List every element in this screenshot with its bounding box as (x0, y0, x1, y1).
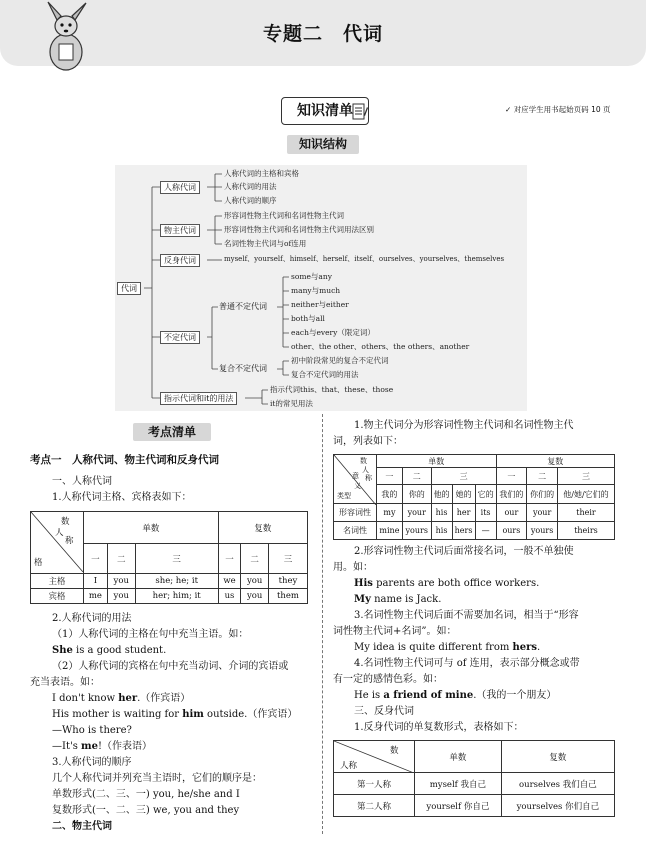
cell: his (431, 504, 452, 522)
row-label: 宾格 (31, 589, 84, 604)
cell: yours (527, 522, 558, 540)
example (354, 640, 540, 655)
row-label: 名词性 (334, 522, 377, 540)
branch-indefinite: 不定代词 (160, 331, 200, 344)
corner-label: 类型 (337, 492, 351, 500)
ex-text: parents are both office workers. (372, 578, 540, 589)
leaf: 形容词性物主代词和名词性物主代词用法区别 (224, 225, 374, 234)
th-person: 二 (402, 468, 431, 485)
row-label: 主格 (31, 574, 84, 589)
leaf: neither与either (291, 300, 349, 309)
th-singular: 单数 (415, 741, 502, 773)
table-row (334, 795, 615, 817)
th-person: 二 (107, 544, 135, 574)
corner-label: 数 (360, 457, 367, 465)
table-row (31, 589, 308, 604)
th-person: 二 (527, 468, 558, 485)
leaf: many与much (291, 286, 341, 295)
leaf: 形容词性物主代词和名词性物主代词 (224, 211, 344, 220)
leaf: 人称代词的主格和宾格 (224, 169, 299, 178)
example (354, 688, 556, 703)
page-reference-text: 对应学生用书起始页码 10 页 (513, 105, 611, 114)
corner-label: 意 (352, 472, 359, 480)
table-corner (334, 455, 377, 504)
th-person: 一 (84, 544, 108, 574)
ex-bold: hers (512, 642, 538, 653)
line: 几个人称代词并列充当主语时，它们的顺序是： (52, 773, 262, 784)
cell: yours (402, 522, 431, 540)
ex-text: —It's (52, 741, 82, 752)
leaf: other、the other、others、the others、another (291, 342, 470, 351)
kp1-heading: 考点一 人称代词、物主代词和反身代词 (30, 454, 219, 466)
ex-text: I don't know (52, 693, 119, 704)
line: 2.形容词性物主代词后面常接名词，一般不单独使 (354, 546, 574, 557)
cell: hers (452, 522, 475, 540)
line: 复数形式(一、二、三) we, you and they (52, 805, 240, 816)
cell: you (107, 574, 135, 589)
cell: mine (377, 522, 403, 540)
ex-bold: My (354, 594, 371, 605)
line: （2）人称代词的宾格在句中充当动词、介词的宾语或 (52, 661, 289, 672)
branch-demonstrative: 指示代词和it的用法 (160, 392, 237, 405)
cell: them (269, 589, 308, 604)
example (52, 707, 297, 722)
table-row (31, 574, 308, 589)
cell: its (475, 504, 496, 522)
example: —Who is there? (52, 725, 132, 736)
cell: I (84, 574, 108, 589)
s3-heading: 三、反身代词 (354, 706, 414, 717)
leaf: 复合不定代词的用法 (291, 370, 359, 379)
corner-label: 人 (362, 466, 369, 474)
ex-bold: She (52, 645, 73, 656)
th-person: 三 (135, 544, 218, 574)
branch-possessive: 物主代词 (160, 224, 200, 237)
leaf: 初中阶段常见的复合不定代词 (291, 356, 389, 365)
th-singular: 单数 (377, 455, 497, 468)
th-singular: 单数 (84, 512, 219, 544)
ex-bold: a friend of mine (383, 690, 474, 701)
ex-bold: her (118, 693, 138, 704)
example (354, 592, 441, 607)
ex-bold: me (81, 741, 98, 752)
sub-ordinary-indefinite: 普通不定代词 (219, 302, 267, 311)
cell: yourselves 你们自己 (501, 795, 614, 817)
cell: 他的 (431, 485, 452, 504)
th-person: 一 (377, 468, 403, 485)
leaf: myself、yourself、himself、herself、itself、ourselves、yourselves、themselves (224, 255, 505, 263)
cell: her (452, 504, 475, 522)
cell: she; he; it (135, 574, 218, 589)
structure-tab: 知识结构 (287, 135, 359, 154)
table-row (334, 522, 615, 540)
s1-1: 1.人称代词主格、宾格表如下： (52, 492, 192, 503)
cell: his (431, 522, 452, 540)
cell: us (218, 589, 241, 604)
ex-text: He is (354, 690, 384, 701)
line: 单数形式(二、三、一) you, he/she and I (52, 789, 240, 800)
leaf: 人称代词的用法 (224, 182, 277, 191)
table-corner (334, 741, 415, 773)
cell: — (475, 522, 496, 540)
table-row (334, 504, 615, 522)
th-plural: 复数 (496, 455, 614, 468)
th-person: 一 (218, 544, 241, 574)
cell: me (84, 589, 108, 604)
cell: 我的 (377, 485, 403, 504)
cell: 她的 (452, 485, 475, 504)
cell: they (269, 574, 308, 589)
table-row (334, 773, 615, 795)
line: 1.物主代词分为形容词性物主代词和名词性物主代 (354, 420, 574, 431)
ex-text: .（作宾语） (137, 693, 191, 704)
ex-text: outside.（作宾语） (203, 709, 298, 720)
points-tab: 考点清单 (133, 423, 211, 441)
line: 词性物主代词+名词”。如： (333, 626, 457, 637)
cell: yourself 你自己 (415, 795, 502, 817)
cell: your (527, 504, 558, 522)
cell: her; him; it (135, 589, 218, 604)
th-person: 三 (431, 468, 496, 485)
example (52, 739, 152, 754)
line: 词，列表如下： (333, 436, 403, 447)
s2-heading: 二、物主代词 (52, 821, 112, 832)
corner-label: 人 (55, 528, 64, 538)
cell: my (377, 504, 403, 522)
cell: theirs (557, 522, 614, 540)
leaf: both与all (291, 314, 325, 323)
line: 3.名词性物主代词后面不需要加名词，相当于“形容 (354, 610, 579, 621)
corner-label: 数 (390, 746, 399, 756)
ex-text: name is Jack. (370, 594, 442, 605)
corner-label: 称 (365, 474, 372, 482)
th-person: 二 (241, 544, 269, 574)
ex-text: His mother is waiting for (52, 709, 183, 720)
corner-label: 格 (34, 558, 43, 568)
column-divider (322, 414, 323, 834)
knowledge-list-heading: 知识清单 (281, 97, 369, 125)
example (354, 576, 539, 591)
line: 1.反身代词的单复数形式，表格如下： (354, 722, 524, 733)
leaf: 名词性物主代词与of连用 (224, 239, 307, 248)
cell: 我们的 (496, 485, 527, 504)
cell: you (241, 574, 269, 589)
row-label: 第一人称 (334, 773, 415, 795)
example (52, 691, 190, 706)
s1-3: 3.人称代词的顺序 (52, 757, 132, 768)
line: 有一定的感情色彩。如： (333, 674, 443, 685)
row-label: 第二人称 (334, 795, 415, 817)
ex-text: My idea is quite different from (354, 642, 513, 653)
tree-root: 代词 (117, 282, 141, 295)
branch-reflexive: 反身代词 (160, 254, 200, 267)
ex-text: .（我的一个朋友） (473, 690, 557, 701)
ex-bold: him (182, 709, 204, 720)
cell: your (402, 504, 431, 522)
th-person: 三 (557, 468, 614, 485)
cell: you (241, 589, 269, 604)
corner-label: 数 (61, 517, 70, 527)
ex-text: . (537, 642, 541, 653)
table-corner (31, 512, 84, 574)
line: 4.名词性物主代词可与 of 连用，表示部分概念或带 (354, 658, 580, 669)
leaf: 指示代词this、that、these、those (270, 385, 394, 394)
corner-label: 称 (65, 536, 74, 546)
ex-text: is a good student. (72, 645, 167, 656)
check-circle-icon: ✓ (505, 105, 512, 114)
personal-pronoun-table (30, 511, 308, 604)
possessive-table (333, 454, 615, 540)
cell: 你的 (402, 485, 431, 504)
leaf: some与any (291, 272, 332, 281)
cell: myself 我自己 (415, 773, 502, 795)
cell: 它的 (475, 485, 496, 504)
th-person: 三 (269, 544, 308, 574)
s1-heading: 一、人称代词 (52, 476, 112, 487)
reflexive-table (333, 740, 615, 817)
s1-2: 2.人称代词的用法 (52, 613, 132, 624)
th-person: 一 (496, 468, 527, 485)
cell: we (218, 574, 241, 589)
line: （1）人称代词的主格在句中充当主语。如： (52, 629, 249, 640)
cell: ourselves 我们自己 (501, 773, 614, 795)
cell: our (496, 504, 527, 522)
cell: 你们的 (527, 485, 558, 504)
branch-personal: 人称代词 (160, 181, 200, 194)
leaf: 人称代词的顺序 (224, 196, 277, 205)
row-label: 形容词性 (334, 504, 377, 522)
line: 充当表语。如： (30, 677, 100, 688)
leaf: it的常见用法 (270, 399, 313, 408)
ex-text: !（作表语） (97, 741, 153, 752)
line: 用。如： (333, 562, 373, 573)
cell: their (557, 504, 614, 522)
th-plural: 复数 (218, 512, 307, 544)
page-title: 专题二 代词 (262, 23, 383, 45)
example (52, 643, 166, 658)
leaf: each与every（限定词） (291, 328, 375, 337)
cell: you (107, 589, 135, 604)
th-plural: 复数 (501, 741, 614, 773)
corner-label: 人称 (340, 761, 358, 771)
ex-bold: His (354, 578, 373, 589)
cell: ours (496, 522, 527, 540)
corner-label: 义 (354, 482, 361, 490)
sub-compound-indefinite: 复合不定代词 (219, 364, 267, 373)
cell: 他/她/它们的 (557, 485, 614, 504)
